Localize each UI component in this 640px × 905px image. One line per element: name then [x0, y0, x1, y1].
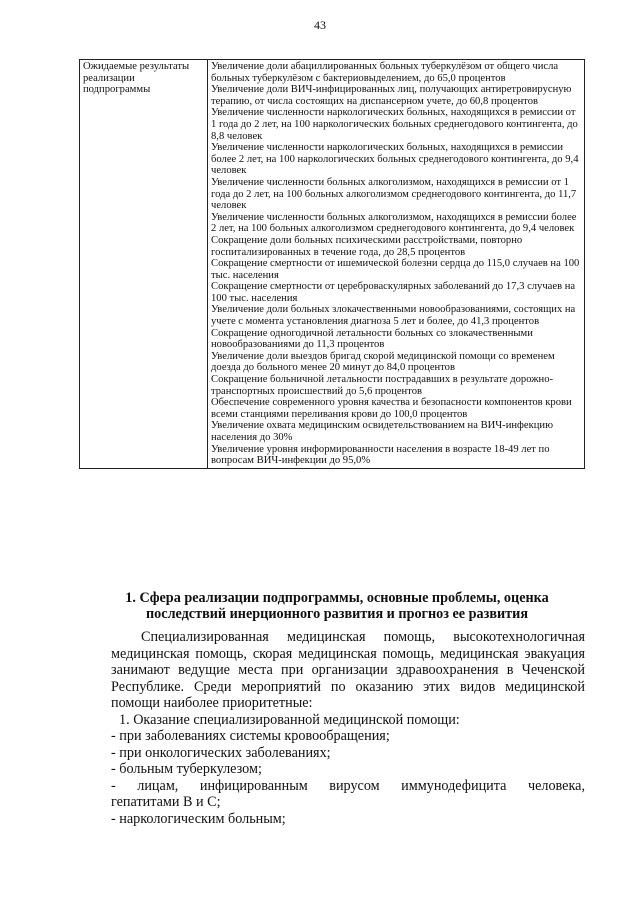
result-item: Увеличение численности больных алкоголизмом, находящихся в ремиссии более 2 лет, на 100 больных алкоголизмом среднегодового контингента, до 9,4 человек [211, 211, 577, 235]
result-item: Увеличение уровня информированности населения в возрасте 18-49 лет по вопросам ВИЧ-инфекции до 95,0% [211, 443, 550, 467]
page-number: 43 [314, 18, 326, 32]
table-label-cell: Ожидаемые результаты реализации подпрограммы [80, 60, 208, 469]
result-item: Сокращение смертности от цереброваскулярных заболеваний до 17,3 случаев на 100 тыс. населения [211, 281, 576, 304]
expected-results-table [79, 59, 585, 469]
list-item: - больным туберкулезом; [111, 761, 262, 777]
result-item: Увеличение доли больных злокачественными новообразованиями, состоящих на учете с момента установления диагноза 5 лет и более, до 41,3 процентов [211, 304, 576, 328]
result-item: Увеличение охвата медицинским освидетельствованием на ВИЧ-инфекцию населения до 30% [211, 420, 553, 443]
table-results-cell [208, 60, 585, 469]
list-item: - лицам, инфицированным вирусом иммунодефицита человека, [111, 777, 585, 794]
result-item: Сокращение больничной летальности пострадавших в результате дорожно-транспортных происшествий до 5,6 процентов [211, 374, 554, 397]
list-heading: 1. Оказание специализированной медицинской помощи: [119, 711, 460, 728]
result-item: Увеличение численности больных алкоголизмом, находящихся в ремиссии от 1 года до 2 лет, на 100 больных алкоголизмом среднегодового контингента, до 11,7 человек [211, 176, 577, 212]
result-item: Сокращение одногодичной летальности больных со злокачественными новообразованиями до 11,3 процентов [211, 327, 533, 351]
result-item: Увеличение численности наркологических больных, находящихся в ремиссии от 1 года до 2 лет, на 100 наркологических больных среднегодового контингента, до 8,8 человек [211, 107, 578, 142]
list-item: - наркологическим больным; [111, 810, 286, 827]
result-item: Увеличение доли абациллированных больных туберкулёзом от общего числа больных туберкулёзом с бактериовыделением, до 65,0 процентов [211, 61, 559, 84]
result-item: Увеличение численности наркологических больных, находящихся в ремиссии более 2 лет, на 100 наркологических больных среднегодового контингента, до 9,4 человек [211, 142, 579, 177]
list-item: - при заболеваниях системы кровообращения; [111, 728, 390, 744]
result-item: Сокращение доли больных психическими расстройствами, повторно госпитализированных в течение года, до 28,5 процентов [211, 234, 523, 258]
result-item: Увеличение доли выездов бригад скорой медицинской помощи со временем доезда до больного менее 20 минут до 84,0 процентов [211, 350, 555, 374]
result-item: Обеспечение современного уровня качества и безопасности компонентов крови всеми станциями переливания крови до 100,0 процентов [211, 397, 572, 420]
result-item: Сокращение смертности от ишемической болезни сердца до 115,0 случаев на 100 тыс. населения [211, 258, 580, 281]
table-row [80, 60, 585, 469]
list-item: - при онкологических заболеваниях; [111, 744, 331, 761]
section-body [111, 629, 585, 827]
section-heading: 1. Сфера реализации подпрограммы, основные проблемы, оценка последствий инерционного развития и прогноз ее развития [125, 590, 549, 622]
intro-paragraph: Специализированная медицинская помощь, высокотехнологичная медицинская помощь, скорая медицинская помощь, медицинская эвакуация занимают ведущие места при организации здравоохранения в Чеченской Республике. Среди мероприятий по оказанию этих видов медицинской помощи наиболее приоритетные: [111, 629, 585, 711]
result-item: Увеличение доли ВИЧ-инфицированных лиц, получающих антиретровирусную терапию, от числа состоящих на диспансерном учете, до 60,8 процентов [211, 84, 572, 107]
list-item: гепатитами В и С; [111, 794, 221, 810]
